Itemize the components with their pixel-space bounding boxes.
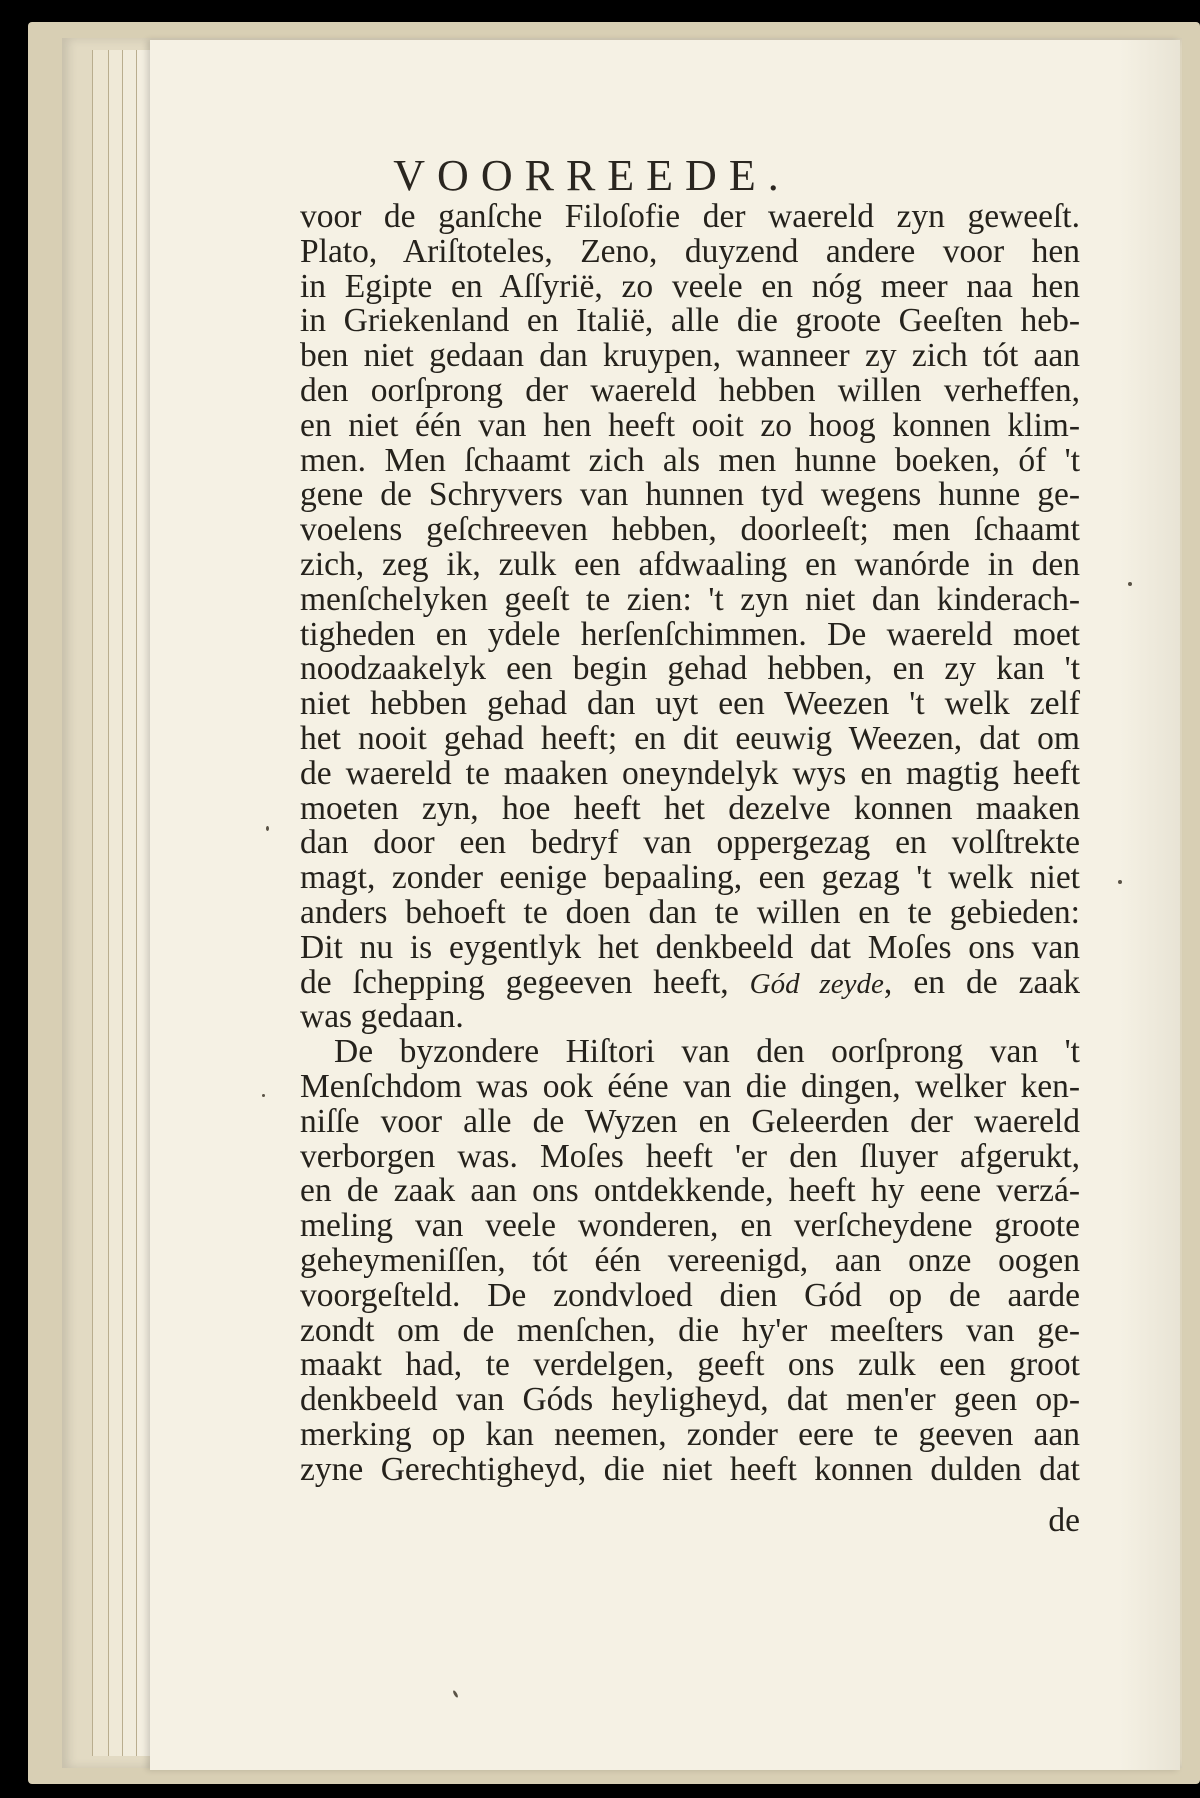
text-line: zich, zeg ik, zulk een afdwaaling en wanórde in den [300, 545, 1080, 583]
text-line: menſchelyken geeſt te zien: 't zyn niet dan kinderach- [300, 580, 1080, 618]
text-line: in Egipte en Aſſyrië, zo veele en nóg meer naa hen [300, 267, 1080, 305]
text-line: niet hebben gehad dan uyt een Weezen 't welk zelf [300, 685, 1080, 723]
running-head: VOORREEDE. [393, 151, 791, 200]
text-line: denkbeeld van Góds heyligheyd, dat men'er geen op- [300, 1381, 1080, 1419]
text-line: het nooit gehad heeft; en dit eeuwig Weezen, dat om [300, 719, 1080, 757]
text-line: maakt had, te verdelgen, geeft ons zulk een groot [300, 1346, 1080, 1384]
text-line: was gedaan. [300, 998, 464, 1036]
text-line: noodzaakelyk een begin gehad hebben, en zy kan 't [300, 650, 1080, 688]
text-line: en de zaak aan ons ontdekkende, heeft hy eene verzá- [300, 1172, 1080, 1210]
text-line: men. Men ſchaamt zich als men hunne boeken, óf 't [300, 441, 1080, 479]
italic-quote: Gód zeyde [749, 967, 884, 1000]
text-line: niſſe voor alle de Wyzen en Geleerden der waereld [300, 1102, 1080, 1140]
text-line: ben niet gedaan dan kruypen, wanneer zy zich tót aan [300, 337, 1080, 375]
text-line: geheymeniſſen, tót één vereenigd, aan onze oogen [300, 1241, 1080, 1279]
text-line: zondt om de menſchen, die hy'er meeſters van ge- [300, 1311, 1080, 1349]
text-line: Dit nu is eygentlyk het denkbeeld dat Moſes ons van [300, 928, 1080, 966]
text-line: gene de Schryvers van hunnen tyd wegens hunne ge- [300, 476, 1080, 514]
text-line: anders behoeft te doen dan te willen en te gebieden: [300, 893, 1080, 931]
page-speck [1118, 880, 1122, 884]
text-line: verborgen was. Moſes heeft 'er den ſluyer afgerukt, [300, 1137, 1080, 1175]
text-line: meling van veele wonderen, en verſcheydene groote [300, 1207, 1080, 1245]
text-line: Menſchdom was ook ééne van die dingen, welker ken- [300, 1067, 1080, 1105]
text-line-segment: , en de zaak [883, 963, 1080, 1001]
text-line: De byzondere Hiſtori van den oorſprong van 't [334, 1033, 1080, 1071]
body-text [300, 200, 1080, 1487]
page-speck [262, 1094, 265, 1097]
text-line [300, 963, 1080, 1001]
catchword: de [1048, 1502, 1080, 1539]
text-line: dan door een bedryf van oppergezag en volſtrekte [300, 824, 1080, 862]
text-line: moeten zyn, hoe heeft het dezelve konnen maaken [300, 789, 1080, 827]
text-line-segment: de ſchepping gegeeven heeft, [300, 963, 750, 1001]
text-line: den oorſprong der waereld hebben willen verheffen, [300, 371, 1080, 409]
page-speck [1128, 582, 1132, 586]
text-line: magt, zonder eenige bepaaling, een gezag 't welk niet [300, 859, 1080, 897]
text-line: tigheden en ydele herſenſchimmen. De waereld moet [300, 615, 1080, 653]
text-line: zyne Gerechtigheyd, die niet heeft konnen dulden dat [300, 1450, 1080, 1488]
text-line: en niet één van hen heeft ooit zo hoog konnen klim- [300, 406, 1080, 444]
text-line: de waereld te maaken oneyndelyk wys en magtig heeft [300, 754, 1080, 792]
text-line: voor de ganſche Filoſofie der waereld zyn geweeſt. [300, 198, 1080, 235]
text-line: in Griekenland en Italië, alle die groote Geeſten heb- [300, 302, 1080, 340]
text-line: merking op kan neemen, zonder eere te geeven aan [300, 1415, 1080, 1453]
text-line: Plato, Ariſtoteles, Zeno, duyzend andere voor hen [300, 232, 1080, 270]
page-speck [266, 826, 269, 831]
text-line: voelens geſchreeven hebben, doorleeſt; men ſchaamt [300, 511, 1080, 549]
text-line: voorgeſteld. De zondvloed dien Gód op de aarde [300, 1276, 1080, 1314]
